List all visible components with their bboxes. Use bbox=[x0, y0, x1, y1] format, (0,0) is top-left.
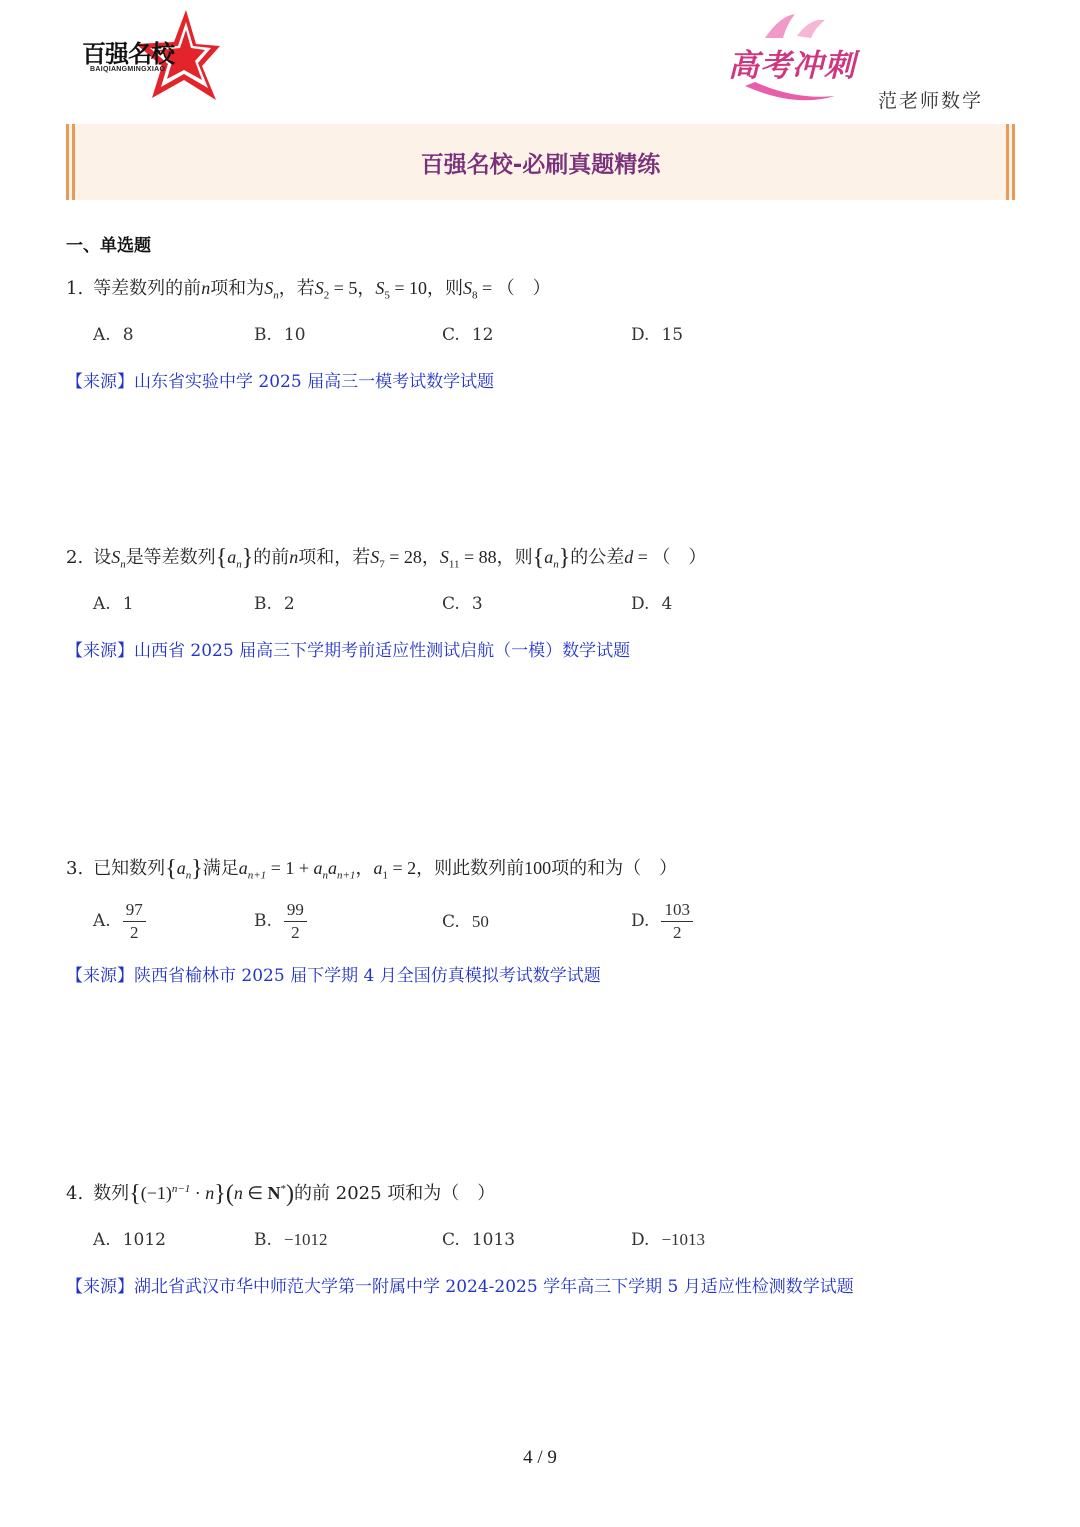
logo-right-text: 高考冲刺 bbox=[728, 48, 856, 84]
math-sub: 11 bbox=[448, 558, 460, 571]
option-label: B. bbox=[254, 325, 272, 345]
denominator: 2 bbox=[129, 923, 139, 942]
logo-gaokao bbox=[725, 10, 875, 105]
fraction bbox=[123, 900, 146, 943]
option-value: −1012 bbox=[283, 1230, 328, 1249]
source-tag: 【来源】 bbox=[66, 372, 134, 392]
option-a[interactable] bbox=[93, 594, 134, 614]
option-label: D. bbox=[631, 325, 650, 345]
source-line bbox=[66, 367, 494, 392]
q-text: 的公差 bbox=[570, 547, 625, 568]
math-var: a bbox=[328, 858, 337, 878]
math-sub: n bbox=[322, 869, 328, 882]
option-value: 15 bbox=[661, 325, 684, 345]
option-value: 4 bbox=[661, 594, 673, 614]
math-op: · bbox=[190, 1183, 206, 1203]
option-value: −1013 bbox=[661, 1230, 706, 1249]
q-text: 是等差数列 bbox=[125, 547, 216, 568]
question-1 bbox=[66, 274, 551, 302]
source-line bbox=[66, 1272, 854, 1297]
q-text: 等差数列的前 bbox=[93, 278, 202, 299]
math-var: S bbox=[314, 278, 324, 298]
option-value: 2 bbox=[283, 594, 295, 614]
fraction bbox=[284, 900, 307, 943]
math-op: ∈ bbox=[242, 1183, 268, 1203]
option-c[interactable] bbox=[442, 594, 483, 614]
q-text: 的前 2025 项和为 bbox=[294, 1183, 442, 1204]
question-2: 2. 设$S_n$是等差数列$\{a_n\}$的前n项和，若$S_7 = 28$，$S_{11} = 88$，则$\{a_n\}$的公差d = （ ） bbox=[66, 545, 707, 571]
math-var: a bbox=[544, 547, 554, 567]
math-var: a bbox=[176, 858, 186, 878]
option-b[interactable] bbox=[254, 900, 307, 943]
page-number: 4 / 9 bbox=[523, 1447, 557, 1468]
answer-bracket: （ ） bbox=[623, 858, 678, 879]
math-sub: 7 bbox=[379, 558, 385, 571]
source-line bbox=[66, 961, 601, 986]
math-var: S bbox=[375, 278, 385, 298]
logo-left-pinyin: BAIQIANGMINGXIAO bbox=[90, 66, 166, 73]
option-value: 50 bbox=[471, 912, 489, 931]
option-label: C. bbox=[442, 912, 460, 932]
option-value: 10 bbox=[283, 325, 306, 345]
option-a[interactable] bbox=[93, 900, 146, 943]
teacher-name: 范老师数学 bbox=[878, 90, 984, 112]
q-text: 的前 bbox=[253, 547, 290, 568]
math-var: d bbox=[624, 547, 634, 567]
math-var: S bbox=[439, 547, 449, 567]
math-var: S bbox=[463, 278, 472, 298]
source-text: 山东省实验中学 2025 届高三一模考试数学试题 bbox=[134, 372, 495, 392]
title-banner bbox=[66, 124, 1015, 200]
math-sub: n bbox=[120, 558, 126, 571]
q-text: 项和，若 bbox=[298, 547, 371, 568]
option-a[interactable] bbox=[93, 1230, 166, 1250]
math-eq: = bbox=[633, 547, 653, 567]
q-text: 项的和为 bbox=[551, 858, 624, 879]
math-sub: n+1 bbox=[247, 869, 267, 882]
math-sub: n bbox=[236, 558, 242, 571]
math-var: n bbox=[201, 278, 211, 298]
math-eq: = bbox=[477, 278, 497, 298]
option-c[interactable] bbox=[442, 1230, 515, 1250]
math-var: S bbox=[264, 278, 274, 298]
fraction bbox=[661, 900, 693, 943]
math-var: S bbox=[370, 547, 380, 567]
source-text: 陕西省榆林市 2025 届下学期 4 月全国仿真模拟考试数学试题 bbox=[134, 966, 601, 986]
math-sup: * bbox=[280, 1183, 287, 1195]
option-label: A. bbox=[93, 1230, 111, 1250]
question-number: 3. bbox=[66, 858, 84, 879]
option-value: 3 bbox=[471, 594, 483, 614]
question-number: 1. bbox=[66, 278, 84, 299]
section-title: 一、单选题 bbox=[66, 236, 151, 256]
option-value: 1013 bbox=[471, 1230, 516, 1250]
option-label: C. bbox=[442, 325, 460, 345]
option-value: 8 bbox=[122, 325, 134, 345]
option-label: B. bbox=[254, 594, 272, 614]
math-var: a bbox=[373, 858, 383, 878]
math-sub: n bbox=[553, 558, 559, 571]
math-eq: = 1 + bbox=[266, 858, 314, 878]
math-sub: 5 bbox=[384, 289, 390, 302]
denominator: 2 bbox=[672, 923, 682, 942]
q-text: ， bbox=[355, 858, 374, 879]
math-eq: = 2 bbox=[387, 858, 417, 878]
math-var: a bbox=[238, 858, 248, 878]
logo-left-text: 百强名校 bbox=[82, 40, 174, 68]
option-d[interactable] bbox=[631, 594, 672, 614]
option-a[interactable] bbox=[93, 325, 134, 345]
question-3: 3. 已知数列$\{a_n\}$满足$a_{n+1} = 1 + a_na_{n+1}$，$a_1 = 2$，则此数列前100项的和为（ ） bbox=[66, 856, 678, 882]
option-label: B. bbox=[254, 1230, 272, 1250]
math-var: n bbox=[205, 1183, 215, 1203]
numerator: 97 bbox=[123, 900, 146, 922]
option-d[interactable] bbox=[631, 325, 683, 345]
question-number: 2. bbox=[66, 547, 84, 568]
answer-bracket: （ ） bbox=[496, 278, 551, 299]
q-text: 已知数列 bbox=[93, 858, 166, 879]
option-label: B. bbox=[254, 911, 272, 931]
math-var: a bbox=[227, 547, 237, 567]
banner-title: 百强名校-必刷真题精练 bbox=[420, 152, 661, 178]
question-4: 4. 数列$\{(-1)^{n-1} \cdot n\}(n$ ∈ N*)的前 2025 项和为（ ） bbox=[66, 1181, 496, 1207]
source-tag: 【来源】 bbox=[66, 1277, 134, 1297]
question-number: 4. bbox=[66, 1183, 84, 1204]
q-text: 满足 bbox=[202, 858, 239, 879]
answer-bracket: （ ） bbox=[652, 547, 707, 568]
option-b[interactable] bbox=[254, 594, 295, 614]
math-eq: = 28 bbox=[384, 547, 422, 567]
option-label: D. bbox=[631, 1230, 650, 1250]
option-c[interactable] bbox=[442, 912, 489, 932]
option-label: A. bbox=[93, 594, 111, 614]
q-text: ， bbox=[357, 278, 376, 299]
math-var: a bbox=[313, 858, 323, 878]
option-value: 1012 bbox=[122, 1230, 166, 1250]
option-label: A. bbox=[93, 911, 111, 931]
math-eq: = 10 bbox=[389, 278, 427, 298]
option-b[interactable] bbox=[254, 325, 306, 345]
q-text: ，则 bbox=[496, 547, 533, 568]
math-sub: n bbox=[185, 869, 192, 882]
numerator: 103 bbox=[661, 900, 693, 922]
math-var: n bbox=[233, 1183, 243, 1203]
math-sub: 1 bbox=[382, 869, 388, 882]
math-eq: = 5 bbox=[329, 278, 358, 298]
option-value: 1 bbox=[122, 594, 134, 614]
math-sub: 8 bbox=[472, 289, 478, 302]
option-label: D. bbox=[631, 911, 650, 931]
option-d[interactable] bbox=[631, 1230, 705, 1250]
option-label: C. bbox=[442, 1230, 460, 1250]
source-tag: 【来源】 bbox=[66, 641, 134, 661]
answer-bracket: （ ） bbox=[441, 1183, 496, 1204]
q-text: 数列 bbox=[93, 1183, 130, 1204]
logo-baiqiang bbox=[78, 8, 223, 106]
math-eq: = 88 bbox=[459, 547, 497, 567]
option-b[interactable] bbox=[254, 1230, 328, 1250]
math-expr: (−1) bbox=[140, 1183, 172, 1203]
source-text: 湖北省武汉市华中师范大学第一附属中学 2024-2025 学年高三下学期 5 月适应性检测数学试题 bbox=[134, 1277, 854, 1297]
option-label: D. bbox=[631, 594, 650, 614]
option-value: 12 bbox=[471, 325, 494, 345]
source-text: 山西省 2025 届高三下学期考前适应性测试启航（一模）数学试题 bbox=[134, 641, 631, 661]
q-text: ，若 bbox=[278, 278, 315, 299]
q-text: 项和为 bbox=[210, 278, 265, 299]
denominator: 2 bbox=[291, 923, 300, 942]
option-d[interactable] bbox=[631, 900, 693, 943]
q-text: ，则此数列前 bbox=[416, 858, 525, 879]
math-sub: n+1 bbox=[337, 869, 356, 882]
math-num: 100 bbox=[524, 858, 552, 878]
math-sub: 2 bbox=[323, 289, 330, 302]
option-c[interactable] bbox=[442, 325, 493, 345]
math-var: S bbox=[111, 547, 121, 567]
numerator: 99 bbox=[284, 900, 307, 922]
math-var: n bbox=[289, 547, 299, 567]
source-line bbox=[66, 636, 630, 661]
source-tag: 【来源】 bbox=[66, 966, 134, 986]
q-text: 设 bbox=[93, 547, 112, 568]
option-label: A. bbox=[93, 325, 111, 345]
math-set: N bbox=[267, 1183, 281, 1203]
option-label: C. bbox=[442, 594, 460, 614]
math-sup: n−1 bbox=[171, 1183, 191, 1195]
q-text: ， bbox=[421, 547, 440, 568]
math-sub: n bbox=[273, 289, 279, 302]
q-text: ，则 bbox=[427, 278, 463, 299]
